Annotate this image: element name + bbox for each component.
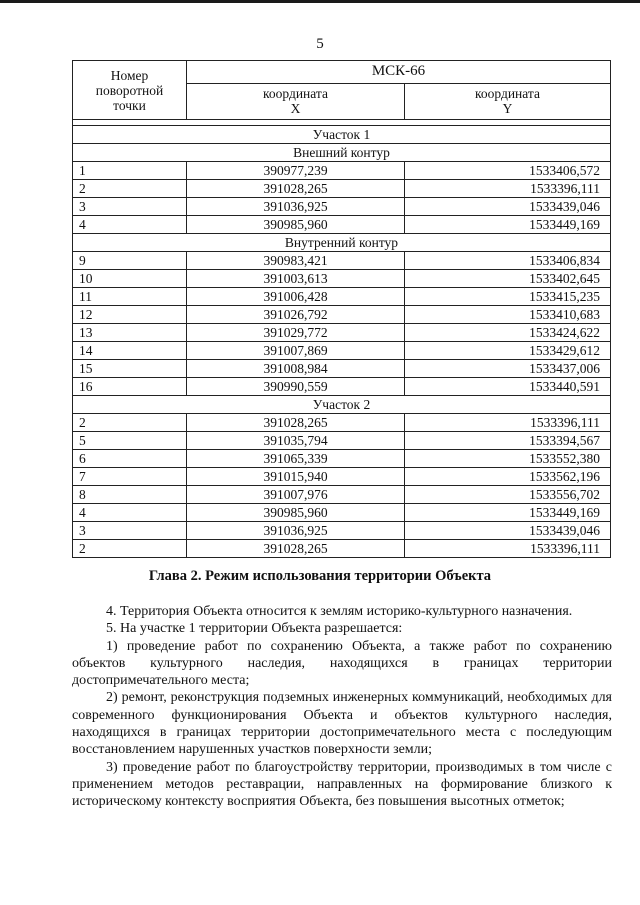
coordinate-x-cell: 391008,984: [187, 360, 405, 378]
contour-title: Внешний контур: [73, 144, 611, 162]
point-number-cell: 11: [73, 288, 187, 306]
point-number-cell: 16: [73, 378, 187, 396]
point-number-cell: 2: [73, 414, 187, 432]
point-number-cell: 14: [73, 342, 187, 360]
point-number-cell: 5: [73, 432, 187, 450]
point-number-cell: 12: [73, 306, 187, 324]
point-number-cell: 2: [73, 180, 187, 198]
coordinate-y-cell: 1533396,111: [405, 180, 611, 198]
coordinate-y-cell: 1533440,591: [405, 378, 611, 396]
point-number-cell: 4: [73, 216, 187, 234]
coordinate-x-cell: 391007,869: [187, 342, 405, 360]
coordinate-y-cell: 1533429,612: [405, 342, 611, 360]
contour-title: Внутренний контур: [73, 234, 611, 252]
header-y-axis: Y: [502, 101, 513, 117]
coordinate-x-cell: 391028,265: [187, 180, 405, 198]
point-number-cell: 2: [73, 540, 187, 558]
paragraph-5-item-2: 2) ремонт, реконструкция подземных инженерных коммуникаций, необходимых для современного функционирования Объекта и объектов культурного наследия, находящихся в границах территории достопримечательного места с последующим восстановлением нарушенных участков поверхности земли;: [72, 690, 612, 758]
coordinate-x-cell: 390977,239: [187, 162, 405, 180]
coordinate-y-cell: 1533439,046: [405, 198, 611, 216]
coordinate-y-cell: 1533410,683: [405, 306, 611, 324]
paragraph-5-item-1: 1) проведение работ по сохранению Объекта, а также работ по сохранению объектов культурного наследия, находящихся в границах территории достопримечательного места;: [72, 638, 612, 689]
coordinates-table: [72, 60, 611, 558]
coordinate-x-cell: 391065,339: [187, 450, 405, 468]
table-row: [73, 378, 611, 396]
header-coordinate-y: [405, 83, 611, 119]
coordinate-y-cell: 1533396,111: [405, 414, 611, 432]
coordinate-y-cell: 1533402,645: [405, 270, 611, 288]
coordinate-x-cell: 390985,960: [187, 216, 405, 234]
table-row: [73, 522, 611, 540]
point-number-cell: 8: [73, 486, 187, 504]
table-row: [73, 486, 611, 504]
coordinate-x-cell: 391007,976: [187, 486, 405, 504]
coordinate-y-cell: 1533396,111: [405, 540, 611, 558]
table-row: [73, 180, 611, 198]
coordinate-y-cell: 1533439,046: [405, 522, 611, 540]
header-point-number: Номер поворотной точки: [73, 61, 187, 120]
body-text: [72, 598, 612, 811]
table-row: [73, 360, 611, 378]
point-number-cell: 4: [73, 504, 187, 522]
header-y-label: координата: [475, 86, 540, 102]
table-row: [73, 198, 611, 216]
coordinate-y-cell: 1533394,567: [405, 432, 611, 450]
coordinate-y-cell: 1533424,622: [405, 324, 611, 342]
coordinate-x-cell: 390983,421: [187, 252, 405, 270]
coordinate-x-cell: 391026,792: [187, 306, 405, 324]
point-number-cell: 6: [73, 450, 187, 468]
table-row: [73, 450, 611, 468]
coordinate-x-cell: 391028,265: [187, 414, 405, 432]
table-row: [73, 342, 611, 360]
point-number-cell: 13: [73, 324, 187, 342]
table-row: [73, 324, 611, 342]
section-title-row: [73, 396, 611, 414]
table-row: [73, 432, 611, 450]
coordinate-x-cell: 390990,559: [187, 378, 405, 396]
coordinate-x-cell: 391028,265: [187, 540, 405, 558]
header-coordinate-system: МСК-66: [187, 61, 611, 84]
point-number-cell: 7: [73, 468, 187, 486]
table-row: [73, 288, 611, 306]
point-number-cell: 9: [73, 252, 187, 270]
coordinate-y-cell: 1533437,006: [405, 360, 611, 378]
table-header: [73, 61, 611, 120]
scan-top-edge: [0, 0, 640, 3]
point-number-cell: 3: [73, 522, 187, 540]
point-number-cell: 1: [73, 162, 187, 180]
coordinate-y-cell: 1533449,169: [405, 504, 611, 522]
page-number: 5: [316, 36, 324, 52]
table-row: [73, 216, 611, 234]
table-row: [73, 270, 611, 288]
table-row: [73, 468, 611, 486]
point-number-cell: 10: [73, 270, 187, 288]
coordinate-y-cell: 1533449,169: [405, 216, 611, 234]
coordinate-x-cell: 391029,772: [187, 324, 405, 342]
coordinate-y-cell: 1533562,196: [405, 468, 611, 486]
coordinate-y-cell: 1533415,235: [405, 288, 611, 306]
coordinate-x-cell: 391036,925: [187, 198, 405, 216]
coordinate-x-cell: 391003,613: [187, 270, 405, 288]
table-row: [73, 306, 611, 324]
chapter-title: Глава 2. Режим использования территории Объекта: [148, 568, 492, 584]
table-row: [73, 252, 611, 270]
header-coordinate-x: [187, 83, 405, 119]
table-row: [73, 540, 611, 558]
coordinate-x-cell: 391015,940: [187, 468, 405, 486]
section-title: Участок 2: [73, 396, 611, 414]
contour-title-row: [73, 144, 611, 162]
table-row: [73, 504, 611, 522]
point-number-cell: 3: [73, 198, 187, 216]
paragraph-5-item-3: 3) проведение работ по благоустройству территории, производимых в том числе с применением методов реставрации, направленных на формирование близкого к историческому контексту восприятия Объекта, без повышения высотных отметок;: [72, 759, 612, 810]
coordinate-x-cell: 390985,960: [187, 504, 405, 522]
header-x-axis: X: [290, 101, 301, 117]
point-number-cell: 15: [73, 360, 187, 378]
paragraph-5: 5. На участке 1 территории Объекта разрешается:: [106, 621, 403, 637]
coordinate-x-cell: 391006,428: [187, 288, 405, 306]
contour-title-row: [73, 234, 611, 252]
table-row: [73, 414, 611, 432]
coordinate-x-cell: 391036,925: [187, 522, 405, 540]
coordinate-y-cell: 1533406,572: [405, 162, 611, 180]
coordinate-x-cell: 391035,794: [187, 432, 405, 450]
coordinate-y-cell: 1533556,702: [405, 486, 611, 504]
paragraph-4: 4. Территория Объекта относится к землям историко-культурного назначения.: [106, 604, 573, 619]
table-row: [73, 162, 611, 180]
coordinate-y-cell: 1533552,380: [405, 450, 611, 468]
section-title-row: [73, 126, 611, 144]
header-x-label: координата: [263, 86, 328, 102]
coordinate-y-cell: 1533406,834: [405, 252, 611, 270]
section-title: Участок 1: [73, 126, 611, 144]
table-body: [73, 120, 611, 558]
